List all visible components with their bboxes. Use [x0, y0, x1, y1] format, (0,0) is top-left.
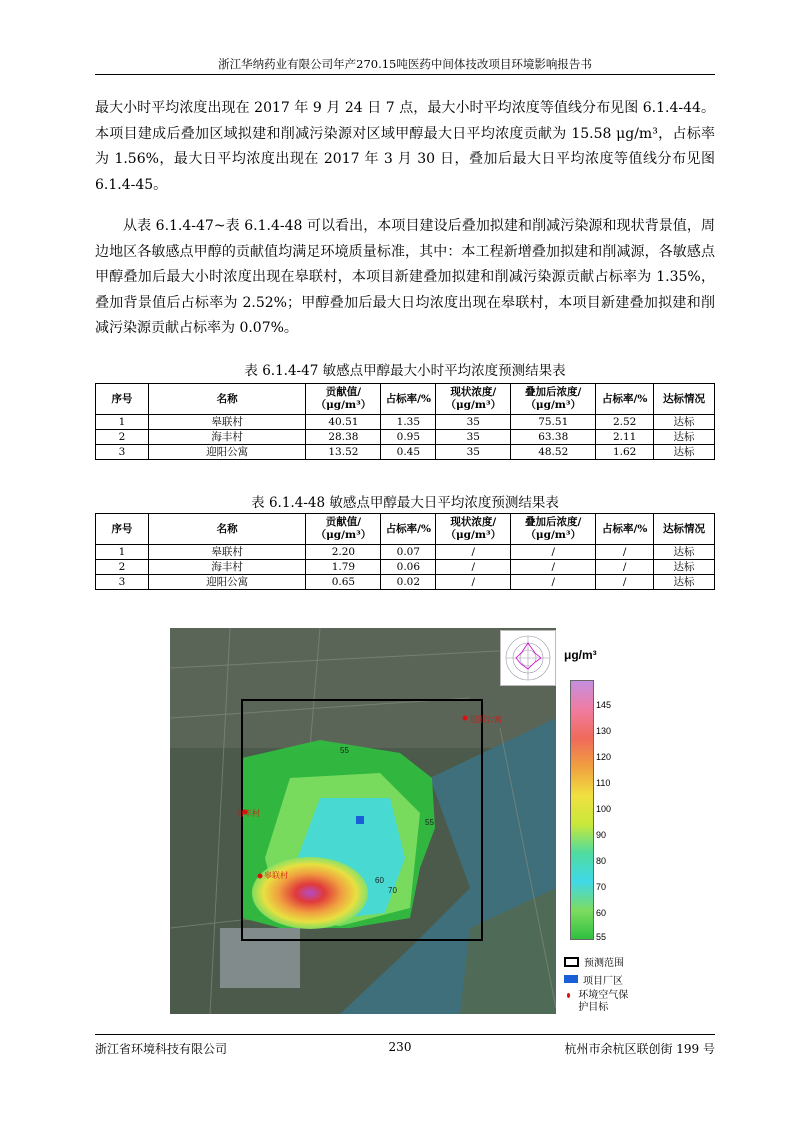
table-cell: 1.79 — [306, 560, 381, 575]
table-cell: 3 — [96, 445, 149, 460]
table-cell: 海丰村 — [148, 430, 306, 445]
blue-square-icon — [564, 975, 578, 983]
scale-tick: 145 — [596, 700, 612, 710]
table-cell: 0.45 — [381, 445, 436, 460]
table-cell: 3 — [96, 575, 149, 590]
table1 — [95, 383, 715, 460]
table-cell: 1.35 — [381, 415, 436, 430]
table-cell: 0.02 — [381, 575, 436, 590]
table-header: 贡献值/（μg/m³） — [306, 384, 381, 415]
table-cell: 2 — [96, 560, 149, 575]
table-cell: 达标 — [654, 445, 715, 460]
table-cell: / — [436, 545, 511, 560]
table-header: 名称 — [148, 514, 306, 545]
table-header: 达标情况 — [654, 384, 715, 415]
table-cell: 达标 — [654, 560, 715, 575]
unit-label: μg/m³ — [564, 648, 597, 662]
table-cell: / — [511, 545, 596, 560]
table-header: 贡献值/（μg/m³） — [306, 514, 381, 545]
table-cell: 0.07 — [381, 545, 436, 560]
table-cell: / — [436, 575, 511, 590]
table-row — [96, 575, 715, 590]
table1-caption: 表 6.1.4-47 敏感点甲醇最大小时平均浓度预测结果表 — [244, 363, 566, 379]
table-cell: 48.52 — [511, 445, 596, 460]
table-row — [96, 430, 715, 445]
table-header: 现状浓度/（μg/m³） — [436, 384, 511, 415]
legend-item-target — [564, 990, 630, 1014]
table-header: 达标情况 — [654, 514, 715, 545]
table-cell: 迎阳公寓 — [148, 445, 306, 460]
table-cell: / — [596, 560, 654, 575]
table-cell: 2.11 — [596, 430, 654, 445]
scale-tick: 70 — [596, 882, 607, 892]
table-cell: 1.62 — [596, 445, 654, 460]
table-cell: 35 — [436, 430, 511, 445]
scale-tick: 80 — [596, 856, 607, 866]
legend-item-range — [564, 954, 624, 969]
table-cell: 28.38 — [306, 430, 381, 445]
header-rule — [95, 74, 715, 75]
contour-label: 60 — [375, 876, 384, 885]
table-cell: 达标 — [654, 545, 715, 560]
scale-tick: 55 — [596, 932, 607, 942]
map-label-yingyang: 迎阳公寓 — [470, 715, 502, 724]
table-cell: 0.06 — [381, 560, 436, 575]
table-header: 序号 — [96, 384, 149, 415]
table-cell: 海丰村 — [148, 560, 306, 575]
contour-figure — [170, 628, 630, 1014]
table-header: 叠加后浓度/（μg/m³） — [511, 514, 596, 545]
paragraph-2: 从表 6.1.4-47~表 6.1.4-48 可以看出，本项目建设后叠加拟建和削减污染源和现状背景值，周边地区各敏感点甲醇的贡献值均满足环境质量标准，其中：本工程新增叠加拟建和削减源，各敏感点甲醇叠加后最大小时浓度出现在皋联村，本项目新建叠加拟建和削减污染源贡献占标率为 1.35%，叠加背景值后占标率为 2.52%；甲醇叠加后最大日均浓度出现在皋联村，本项目新建叠加拟建和削减污染源贡献占标率为 0.07%。 — [95, 218, 715, 336]
table-header: 占标率/% — [596, 514, 654, 545]
table2-caption: 表 6.1.4-48 敏感点甲醇最大日平均浓度预测结果表 — [251, 495, 559, 511]
table-header: 现状浓度/（μg/m³） — [436, 514, 511, 545]
page-number: 230 — [388, 1040, 412, 1054]
legend-label: 预测范围 — [584, 958, 624, 969]
table-header: 占标率/% — [381, 514, 436, 545]
table-cell: 40.51 — [306, 415, 381, 430]
scale-tick: 130 — [596, 726, 612, 736]
table-header: 占标率/% — [381, 384, 436, 415]
scale-tick: 110 — [596, 778, 611, 788]
table-cell: 2.52 — [596, 415, 654, 430]
table-cell: 63.38 — [511, 430, 596, 445]
table-header: 占标率/% — [596, 384, 654, 415]
table-cell: 1 — [96, 415, 149, 430]
scale-tick: 90 — [596, 830, 607, 840]
table-cell: / — [596, 545, 654, 560]
table-header: 序号 — [96, 514, 149, 545]
map-label-haifeng: 海丰村 — [236, 809, 260, 818]
footer-company: 浙江省环境科技有限公司 — [95, 1042, 228, 1056]
table-cell: / — [596, 575, 654, 590]
footer-address: 杭州市余杭区联创街 199 号 — [564, 1042, 715, 1056]
table-cell: 迎阳公寓 — [148, 575, 306, 590]
table-row — [96, 415, 715, 430]
paragraph-1: 最大小时平均浓度出现在 2017 年 9 月 24 日 7 点，最大小时平均浓度等值线分布见图 6.1.4-44。本项目建成后叠加区域拟建和削减污染源对区域甲醇最大日平均浓度贡献为 15.58 μg/m³，占标率为 1.56%，最大日平均浓度出现在 2017 年 3 月 30 日，叠加后最大日平均浓度等值线分布见图 6.1.4-45。 — [95, 100, 715, 193]
table-cell: 35 — [436, 445, 511, 460]
table-cell: 1 — [96, 545, 149, 560]
table-header: 叠加后浓度/（μg/m³） — [511, 384, 596, 415]
table-cell: 13.52 — [306, 445, 381, 460]
red-dot-icon — [567, 993, 570, 998]
map-label-gaolian: 皋联村 — [264, 871, 288, 880]
table-row — [96, 445, 715, 460]
table-cell: / — [511, 560, 596, 575]
table2 — [95, 513, 715, 590]
table-cell: 达标 — [654, 575, 715, 590]
table-cell: 2 — [96, 430, 149, 445]
page-header: 浙江华纳药业有限公司年产270.15吨医药中间体技改项目环境影响报告书 — [218, 57, 592, 71]
table-cell: / — [436, 560, 511, 575]
table-cell: 皋联村 — [148, 545, 306, 560]
table-cell: 2.20 — [306, 545, 381, 560]
table-cell: / — [511, 575, 596, 590]
table-cell: 35 — [436, 415, 511, 430]
wind-rose-icon — [500, 630, 556, 686]
scale-tick: 120 — [596, 752, 612, 762]
table-cell: 0.65 — [306, 575, 381, 590]
legend-label: 项目厂区 — [583, 976, 623, 987]
table-cell: 达标 — [654, 415, 715, 430]
concentration-map — [170, 628, 556, 1014]
table-header: 名称 — [148, 384, 306, 415]
table-row — [96, 545, 715, 560]
color-scale — [570, 680, 594, 940]
contour-label: 70 — [388, 886, 397, 895]
scale-tick: 100 — [596, 804, 612, 814]
contour-label: 55 — [425, 818, 434, 827]
legend-item-plant — [564, 972, 623, 987]
legend-label: 环境空气保护目标 — [578, 990, 629, 1013]
table-cell: 0.95 — [381, 430, 436, 445]
footer-rule — [95, 1034, 715, 1035]
contour-label: 55 — [340, 746, 349, 755]
table-cell: 75.51 — [511, 415, 596, 430]
table-row — [96, 560, 715, 575]
table1-header-row — [96, 384, 715, 415]
rectangle-outline-icon — [564, 957, 579, 967]
table-cell: 达标 — [654, 430, 715, 445]
scale-tick: 60 — [596, 908, 607, 918]
table-cell: 皋联村 — [148, 415, 306, 430]
table2-header-row — [96, 514, 715, 545]
